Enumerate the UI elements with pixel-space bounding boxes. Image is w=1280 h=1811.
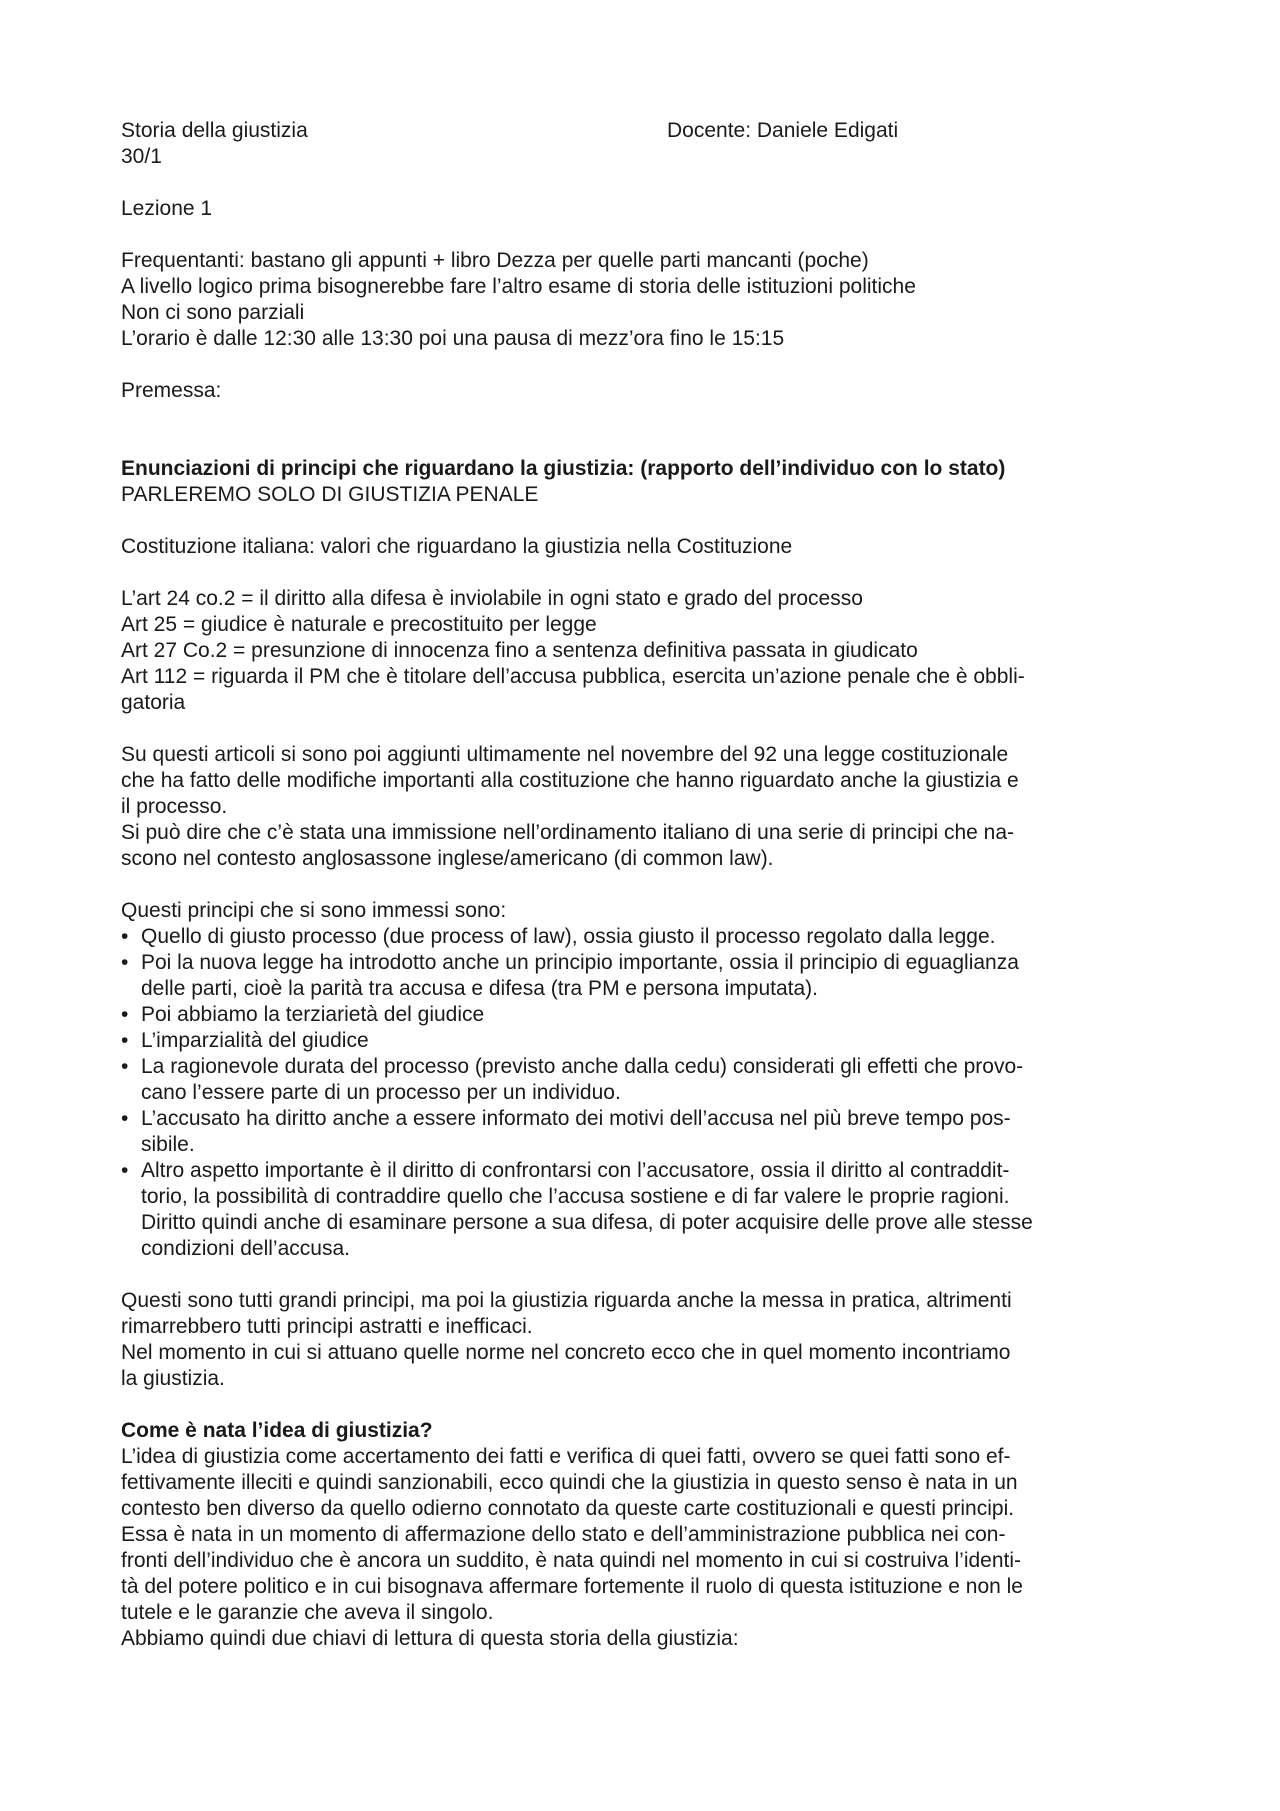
list-item bbox=[121, 1002, 1166, 1028]
paragraph-practice bbox=[121, 1288, 1166, 1392]
paragraph-line: Questi sono tutti grandi principi, ma poi la giustizia riguarda anche la messa in pratica, altrimenti bbox=[121, 1289, 1012, 1312]
article-line: L’art 24 co.2 = il diritto alla difesa è inviolabile in ogni stato e grado del processo bbox=[121, 587, 863, 610]
section-heading-principles: Enunciazioni di principi che riguardano la giustizia: (rapporto dell’individuo con lo stato) bbox=[121, 457, 1006, 480]
costituzione-line: Costituzione italiana: valori che riguardano la giustizia nella Costituzione bbox=[121, 535, 793, 558]
list-item-line: • La ragionevole durata del processo (previsto anche dalla cedu) considerati gli effetti che provo- bbox=[141, 1055, 1024, 1078]
article-line: Art 25 = giudice è naturale e precostituito per legge bbox=[121, 613, 597, 636]
paragraph-line: L’idea di giustizia come accertamento dei fatti e verifica di quei fatti, ovvero se quei fatti sono ef- bbox=[121, 1445, 1011, 1468]
premessa-label: Premessa: bbox=[121, 379, 222, 402]
list-item-line: Diritto quindi anche di esaminare persone a sua difesa, di poter acquisire delle prove alle stesse bbox=[141, 1211, 1033, 1234]
list-item-line: • Poi la nuova legge ha introdotto anche un principio importante, ossia il principio di eguaglianza bbox=[141, 951, 1019, 974]
paragraph-line: rimarrebbero tutti principi astratti e inefficaci. bbox=[121, 1315, 533, 1338]
course-title: Storia della giustizia bbox=[121, 119, 308, 142]
paragraph-line: il processo. bbox=[121, 795, 228, 818]
principles-intro: Questi principi che si sono immessi sono: bbox=[121, 899, 507, 922]
list-item-line: sibile. bbox=[141, 1133, 195, 1156]
paragraph-line: tutele e le garanzie che aveva il singolo. bbox=[121, 1601, 494, 1624]
paragraph-amendments bbox=[121, 742, 1166, 872]
intro-line: Non ci sono parziali bbox=[121, 301, 305, 324]
paragraph-line: la giustizia. bbox=[121, 1367, 225, 1390]
list-item-line: • Altro aspetto importante è il diritto di confrontarsi con l’accusatore, ossia il diritto al contraddit- bbox=[141, 1159, 1010, 1182]
paragraph-line: Nel momento in cui si attuano quelle norme nel concreto ecco che in quel momento incontriamo bbox=[121, 1341, 1011, 1364]
section-subheading: PARLEREMO SOLO DI GIUSTIZIA PENALE bbox=[121, 483, 539, 506]
list-item-line: • L’imparzialità del giudice bbox=[141, 1029, 369, 1052]
list-item bbox=[121, 950, 1166, 1002]
document-page bbox=[121, 118, 1166, 1652]
paragraph-line: Su questi articoli si sono poi aggiunti ultimamente nel novembre del 92 una legge costituzionale bbox=[121, 743, 1009, 766]
list-item bbox=[121, 1028, 1166, 1054]
list-item bbox=[121, 1158, 1166, 1262]
list-item-line: • Poi abbiamo la terziarietà del giudice bbox=[141, 1003, 485, 1026]
paragraph-line: Si può dire che c’è stata una immissione nell’ordinamento italiano di una serie di principi che na- bbox=[121, 821, 1014, 844]
list-item-line: • Quello di giusto processo (due process of law), ossia giusto il processo regolato dalla legge. bbox=[141, 925, 996, 948]
paragraph-line: scono nel contesto anglosassone inglese/americano (di common law). bbox=[121, 847, 774, 870]
list-item bbox=[121, 1106, 1166, 1158]
paragraph-origin bbox=[121, 1444, 1166, 1652]
paragraph-line: fronti dell’individuo che è ancora un suddito, è nata quindi nel momento in cui si costruiva l’identi- bbox=[121, 1549, 1022, 1572]
paragraph-line: che ha fatto delle modifiche importanti alla costituzione che hanno riguardato anche la giustizia e bbox=[121, 769, 1019, 792]
paragraph-line: fettivamente illeciti e quindi sanzionabili, ecco quindi che la giustizia in questo senso è nata in un bbox=[121, 1471, 1018, 1494]
list-item-line: cano l’essere parte di un processo per un individuo. bbox=[141, 1081, 621, 1104]
principles-list bbox=[121, 924, 1166, 1262]
lesson-date: 30/1 bbox=[121, 145, 162, 168]
list-item bbox=[121, 924, 1166, 950]
list-item-line: condizioni dell’accusa. bbox=[141, 1237, 350, 1260]
header-row bbox=[121, 118, 1166, 144]
intro-line: Frequentanti: bastano gli appunti + libro Dezza per quelle parti mancanti (poche) bbox=[121, 249, 869, 272]
list-item bbox=[121, 1054, 1166, 1106]
teacher-name: Docente: Daniele Edigati bbox=[667, 119, 899, 142]
list-item-line: delle parti, cioè la parità tra accusa e difesa (tra PM e persona imputata). bbox=[141, 977, 819, 1000]
lesson-number: Lezione 1 bbox=[121, 197, 213, 220]
intro-line: L’orario è dalle 12:30 alle 13:30 poi una pausa di mezz’ora fino le 15:15 bbox=[121, 327, 785, 350]
list-item-line: torio, la possibilità di contraddire quello che l’accusa sostiene e di far valere le proprie ragioni. bbox=[141, 1185, 1010, 1208]
paragraph-line: Essa è nata in un momento di affermazione dello stato e dell’amministrazione pubblica nei con- bbox=[121, 1523, 1006, 1546]
list-item-line: • L’accusato ha diritto anche a essere informato dei motivi dell’accusa nel più breve tempo pos- bbox=[141, 1107, 1011, 1130]
paragraph-line: tà del potere politico e in cui bisognava affermare fortemente il ruolo di questa istituzione e non le bbox=[121, 1575, 1023, 1598]
article-line: Art 27 Co.2 = presunzione di innocenza fino a sentenza definitiva passata in giudicato bbox=[121, 639, 918, 662]
article-line: Art 112 = riguarda il PM che è titolare dell’accusa pubblica, esercita un’azione penale che è obbli- bbox=[121, 665, 1025, 688]
intro-line: A livello logico prima bisognerebbe fare l’altro esame di storia delle istituzioni politiche bbox=[121, 275, 916, 298]
paragraph-line: Abbiamo quindi due chiavi di lettura di questa storia della giustizia: bbox=[121, 1627, 739, 1650]
section-heading-origin: Come è nata l’idea di giustizia? bbox=[121, 1419, 433, 1442]
article-line: gatoria bbox=[121, 691, 186, 714]
intro-block bbox=[121, 248, 1166, 352]
articles-block bbox=[121, 586, 1166, 716]
paragraph-line: contesto ben diverso da quello odierno connotato da queste carte costituzionali e questi principi. bbox=[121, 1497, 1015, 1520]
